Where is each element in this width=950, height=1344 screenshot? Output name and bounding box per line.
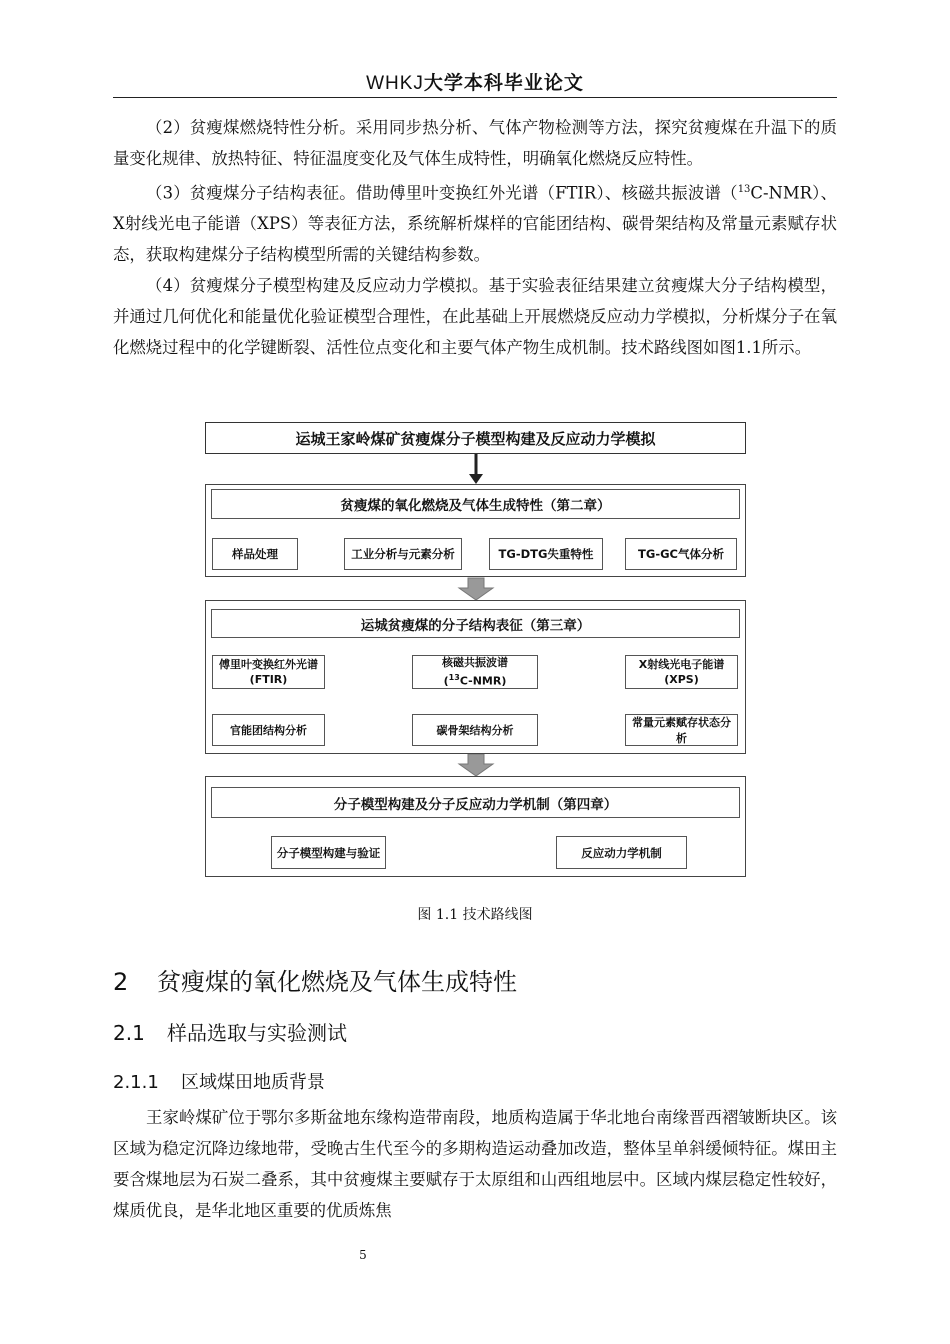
- header-title: 大学本科毕业论文: [423, 72, 584, 94]
- section1-title: 贫瘦煤的氧化燃烧及气体生成特性（第二章）: [211, 489, 740, 519]
- paragraph: （3）贫瘦煤分子结构表征。借助傅里叶变换红外光谱（FTIR）、核磁共振波谱（$^{13}$C-NMR）、X射线光电子能谱（XPS）等表征方法，系统解析煤样的官能团结构、碳骨架结构及常量元素赋存状态，获取构建煤分子结构模型所需的关键结构参数。: [113, 183, 837, 265]
- superscript-13: 13: [737, 184, 751, 195]
- section2-title: 运城贫瘦煤的分子结构表征（第三章）: [211, 609, 740, 638]
- heading-section-2-1: [113, 1017, 347, 1046]
- body-text-top: [113, 112, 837, 363]
- heading-subsection-2-1-1: [113, 1068, 325, 1094]
- method-xps: [625, 655, 738, 689]
- method-name: X射线光电子能谱: [638, 658, 725, 671]
- method-abbr-pre: (: [443, 674, 449, 688]
- figure-caption: 图 1.1 技术路线图: [417, 907, 533, 923]
- paragraph: 王家岭煤矿位于鄂尔多斯盆地东缘构造带南段，地质构造属于华北地台南缘晋西褶皱断块区。该区域为稳定沉降边缘地带，受晚古生代至今的多期构造运动叠加改造，整体呈单斜缓倾特征。煤田主要含煤地层为石炭二叠系，其中贫瘦煤主要赋存于太原组和山西组地层中。区域内煤层稳定性较好，煤质优良，是华北地区重要的优质炼焦: [113, 1108, 837, 1220]
- result-carbon-skeleton: 碳骨架结构分析: [412, 714, 538, 746]
- heading-text: 区域煤田地质背景: [181, 1072, 325, 1093]
- body-text-bottom: [113, 1102, 837, 1226]
- paragraph: （2）贫瘦煤燃烧特性分析。采用同步热分析、气体产物检测等方法，探究贫瘦煤在升温下的质量变化规律、放热特征、特征温度变化及气体生成特性，明确氧化燃烧反应特性。: [113, 118, 837, 168]
- result-functional-groups: 官能团结构分析: [212, 714, 325, 746]
- flowchart-title: 运城王家岭煤矿贫瘦煤分子模型构建及反应动力学模拟: [205, 422, 746, 454]
- heading-text: 样品选取与实验测试: [167, 1021, 347, 1045]
- section3-item: 反应动力学机制: [556, 836, 687, 869]
- technical-roadmap-figure: [205, 420, 747, 880]
- heading-number: 2.1.1: [113, 1072, 159, 1093]
- block-arrow-2: [459, 754, 493, 776]
- method-name: 傅里叶变换红外光谱: [219, 658, 318, 671]
- method-ftir: [212, 655, 325, 689]
- section3-item: 分子模型构建与验证: [271, 836, 386, 869]
- page-header: [113, 68, 837, 95]
- arrowhead-main: [469, 474, 483, 484]
- method-abbr: C-NMR): [459, 674, 507, 688]
- method-abbr: (XPS): [664, 673, 699, 686]
- header-latin: WHKJ: [366, 73, 424, 94]
- heading-number: 2.1: [113, 1021, 145, 1045]
- paragraph: （4）贫瘦煤分子模型构建及反应动力学模拟。基于实验表征结果建立贫瘦煤大分子结构模型，并通过几何优化和能量优化验证模型合理性，在此基础上开展燃烧反应动力学模拟，分析煤分子在氧化燃烧过程中的化学键断裂、活性位点变化和主要气体产物生成机制。技术路线图如图1.1所示。: [113, 276, 837, 358]
- heading-number: 2: [113, 968, 129, 996]
- page-number: 5: [359, 1248, 367, 1262]
- method-abbr: (FTIR): [249, 673, 288, 686]
- section1-item: TG-GC气体分析: [625, 538, 737, 570]
- header-rule: [113, 97, 837, 98]
- method-nmr: [412, 655, 538, 689]
- section1-item: 工业分析与元素分析: [344, 538, 462, 570]
- method-name: 核磁共振波谱: [442, 656, 508, 670]
- block-arrow-1: [459, 578, 493, 600]
- heading-chapter-2: [113, 962, 517, 997]
- method-abbr-sup: 13: [448, 673, 460, 683]
- result-element-state: 常量元素赋存状态分析: [625, 714, 738, 746]
- section3-title: 分子模型构建及分子反应动力学机制（第四章）: [211, 787, 740, 818]
- method-abbr-wrap: [444, 670, 507, 689]
- section1-item: 样品处理: [212, 538, 298, 570]
- heading-text: 贫瘦煤的氧化燃烧及气体生成特性: [157, 968, 517, 996]
- section1-item: TG-DTG失重特性: [489, 538, 603, 570]
